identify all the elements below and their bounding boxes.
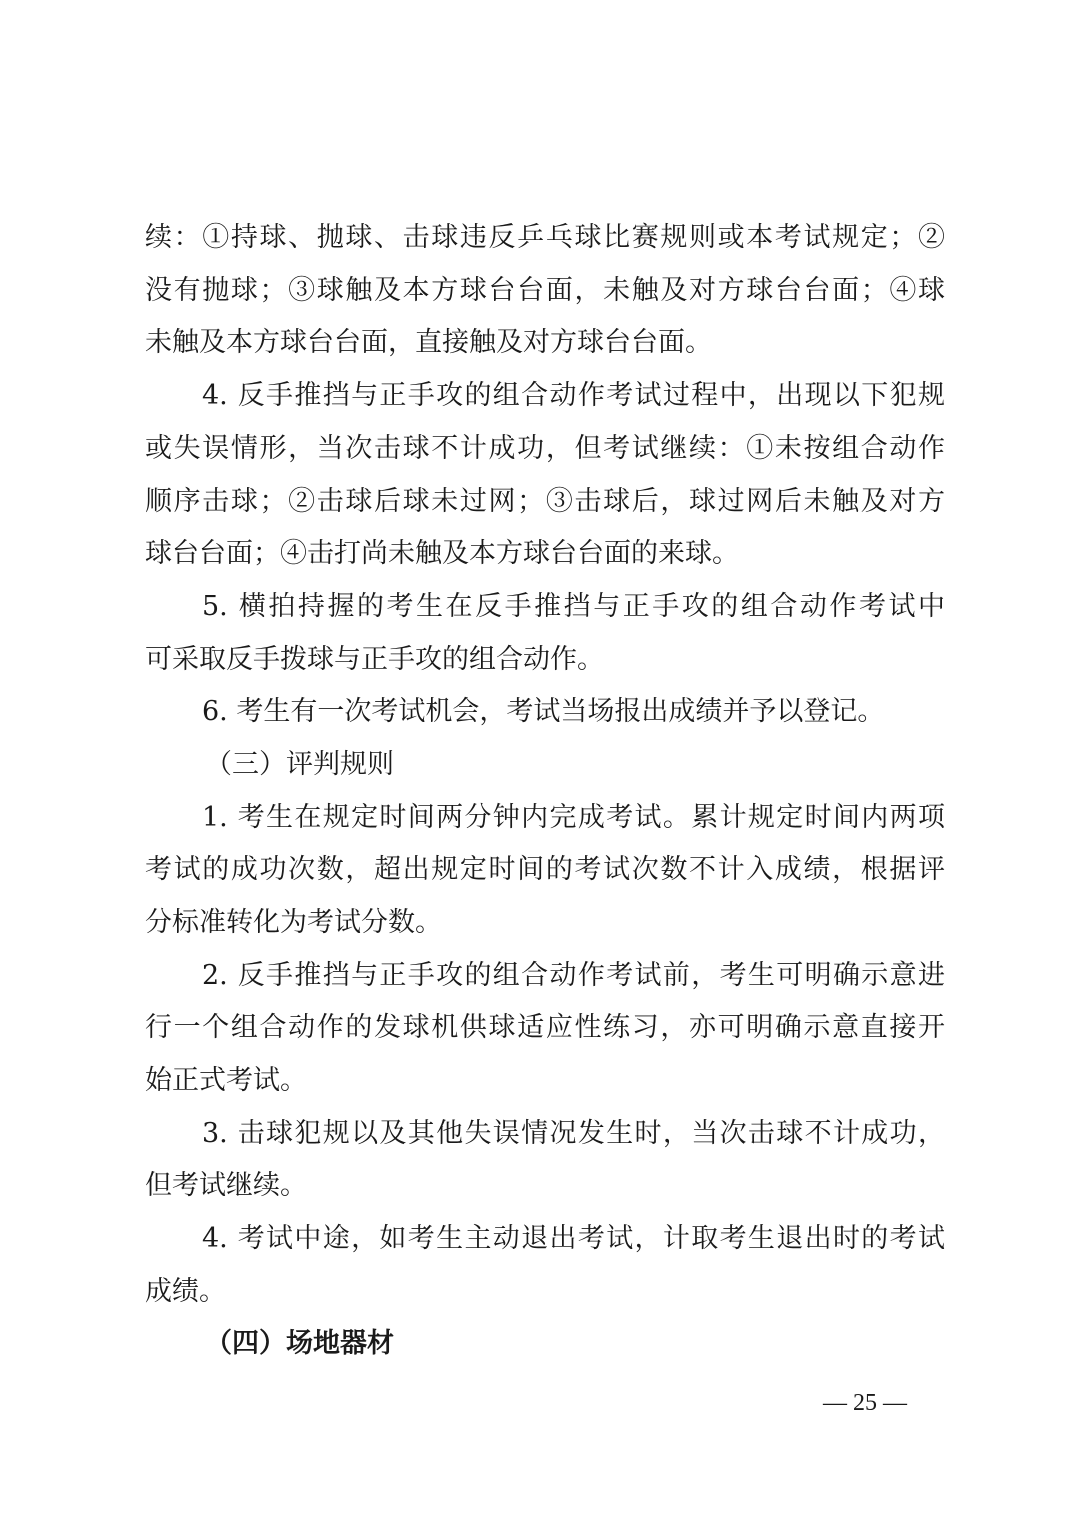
page-number: — 25 —: [823, 1390, 907, 1416]
paragraph-line: 但考试继续。: [145, 1170, 307, 1201]
paragraph-line: 分标准转化为考试分数。: [145, 907, 442, 938]
paragraph-line: 可采取反手拨球与正手攻的组合动作。: [145, 644, 604, 675]
paragraph-line: 行一个组合动作的发球机供球适应性练习，亦可明确示意直接开: [145, 1012, 945, 1043]
paragraph-line: 4. 反手推挡与正手攻的组合动作考试过程中，出现以下犯规: [202, 380, 945, 411]
paragraph-line: 球台台面；④击打尚未触及本方球台台面的来球。: [145, 538, 739, 569]
paragraph-line: 始正式考试。: [145, 1065, 307, 1096]
section-heading: （四）场地器材: [205, 1328, 394, 1359]
paragraph-line: 3. 击球犯规以及其他失误情况发生时，当次击球不计成功，: [202, 1118, 945, 1149]
paragraph-line: 2. 反手推挡与正手攻的组合动作考试前，考生可明确示意进: [202, 960, 945, 991]
paragraph-line: 或失误情形，当次击球不计成功，但考试继续：①未按组合动作: [145, 433, 945, 464]
paragraph-line: 成绩。: [145, 1276, 226, 1307]
paragraph-line: 没有抛球；③球触及本方球台台面，未触及对方球台台面；④球: [145, 275, 945, 306]
paragraph-line: 续：①持球、抛球、击球违反乒乓球比赛规则或本考试规定；②: [145, 222, 945, 253]
paragraph-line: 6. 考生有一次考试机会，考试当场报出成绩并予以登记。: [202, 696, 885, 727]
paragraph-line: 未触及本方球台台面，直接触及对方球台台面。: [145, 327, 712, 358]
paragraph-line: 顺序击球；②击球后球未过网；③击球后，球过网后未触及对方: [145, 486, 945, 517]
section-heading: （三）评判规则: [205, 749, 394, 780]
paragraph-line: 考试的成功次数，超出规定时间的考试次数不计入成绩，根据评: [145, 854, 945, 885]
paragraph-line: 1. 考生在规定时间两分钟内完成考试。累计规定时间内两项: [202, 802, 945, 833]
paragraph-line: 4. 考试中途，如考生主动退出考试，计取考生退出时的考试: [202, 1223, 945, 1254]
paragraph-line: 5. 横拍持握的考生在反手推挡与正手攻的组合动作考试中: [202, 591, 945, 622]
